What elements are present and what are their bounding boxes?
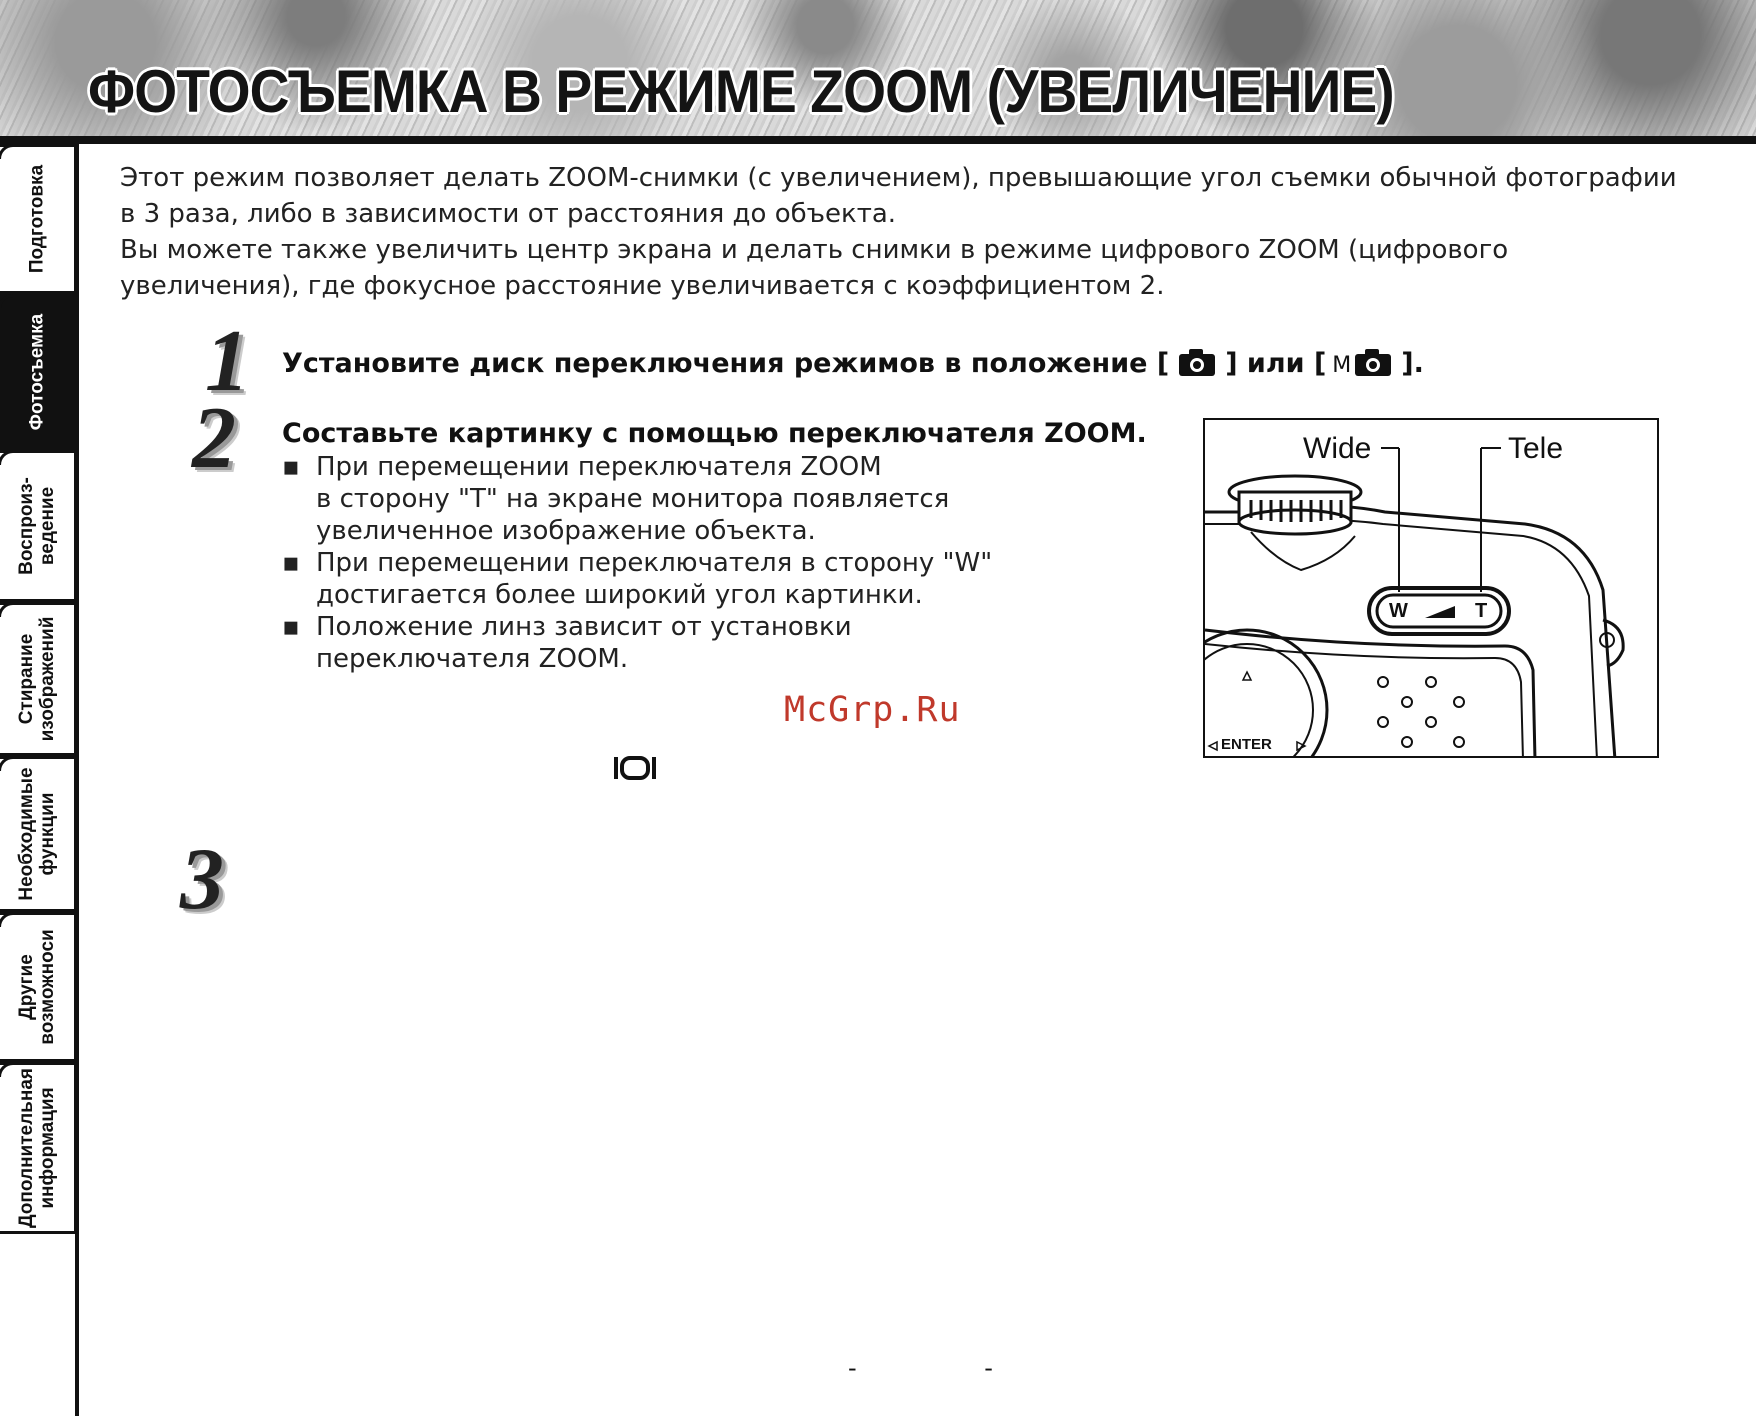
tele-label: Tele bbox=[1508, 432, 1564, 465]
list-item bbox=[282, 547, 1162, 611]
bullet-text: Положение линз зависит от установки переключателя ZOOM. bbox=[316, 612, 852, 674]
tab-label: Воспроиз- ведение bbox=[16, 477, 58, 575]
bullet-text: При перемещении переключателя в сторону "W" достигается более широкий угол картинки. bbox=[316, 548, 993, 610]
tab-dopolnitelnaya-informaciya[interactable] bbox=[0, 1062, 77, 1234]
enter-label: ENTER bbox=[1221, 736, 1272, 753]
step-2-bullets bbox=[282, 451, 1162, 675]
tab-label: Стирание изображений bbox=[16, 616, 58, 742]
watermark: McGrp.Ru bbox=[784, 690, 961, 730]
bullet-icon: ▪ bbox=[282, 452, 300, 482]
step-2-instruction: Составьте картинку с помощью переключателя ZOOM. bbox=[282, 418, 1147, 449]
switch-w-label: W bbox=[1389, 600, 1408, 622]
intro-paragraph-2: Вы можете также увеличить центр экрана и делать снимки в режиме цифрового ZOOM (цифрового увеличения), где фокусное расстояние увеличивается с коэффициентом 2. bbox=[120, 235, 1509, 301]
step-1-number: 1 bbox=[205, 313, 249, 410]
header-banner bbox=[0, 0, 1756, 140]
step-1-instruction bbox=[282, 346, 1424, 384]
tab-neobhodimye-funkcii[interactable] bbox=[0, 756, 77, 912]
bullet-text: При перемещении переключателя ZOOM в сторону "T" на экране монитора появляется увеличенное изображение объекта. bbox=[316, 452, 950, 546]
step-3-number: 3 bbox=[180, 831, 224, 928]
lcd-monitor-icon bbox=[612, 754, 658, 786]
tab-label: Фотосъемка bbox=[26, 313, 48, 431]
tab-vosproizvedenie[interactable] bbox=[0, 450, 77, 602]
header-divider bbox=[0, 136, 1756, 144]
camera-top-drawing bbox=[1205, 420, 1659, 758]
bullet-icon: ▪ bbox=[282, 548, 300, 578]
tab-drugie-vozmozhnosti[interactable] bbox=[0, 912, 77, 1062]
tab-podgotovka[interactable] bbox=[0, 144, 77, 294]
tab-fotosemka[interactable] bbox=[0, 294, 77, 450]
list-item bbox=[282, 451, 1162, 547]
page-title: ФОТОСЪЕМКА В РЕЖИМЕ ZOOM (УВЕЛИЧЕНИЕ) bbox=[88, 58, 1394, 125]
intro-paragraph-1: Этот режим позволяет делать ZOOM-снимки (с увеличением), превышающие угол съемки обычной фотографии в 3 раза, либо в зависимости от расстояния до объекта. bbox=[120, 163, 1677, 229]
tab-label: Подготовка bbox=[26, 164, 48, 274]
tab-label: Необходимые функции bbox=[16, 767, 58, 901]
step-2-number: 2 bbox=[192, 390, 236, 487]
page-number-placeholder: - - bbox=[848, 1354, 1053, 1382]
step-1-text-b: ] или [ bbox=[1225, 348, 1327, 379]
manual-mode-prefix: M bbox=[1332, 353, 1352, 378]
section-tabs bbox=[0, 144, 80, 1416]
list-item bbox=[282, 611, 1162, 675]
tab-label: Другие возможноси bbox=[16, 929, 58, 1045]
bullet-icon: ▪ bbox=[282, 612, 300, 642]
tab-label: Дополнительная информация bbox=[16, 1068, 58, 1228]
intro-text bbox=[120, 160, 1680, 304]
step-1-text-c: ]. bbox=[1401, 348, 1424, 379]
zoom-switch-illustration bbox=[1203, 418, 1659, 758]
wide-label: Wide bbox=[1303, 432, 1372, 465]
tab-stiranie[interactable] bbox=[0, 602, 77, 756]
step-1-text-a: Установите диск переключения режимов в положение [ bbox=[282, 348, 1170, 379]
manual-camera-mode-icon bbox=[1351, 346, 1395, 378]
camera-mode-icon bbox=[1175, 346, 1219, 378]
switch-t-label: T bbox=[1475, 600, 1488, 622]
